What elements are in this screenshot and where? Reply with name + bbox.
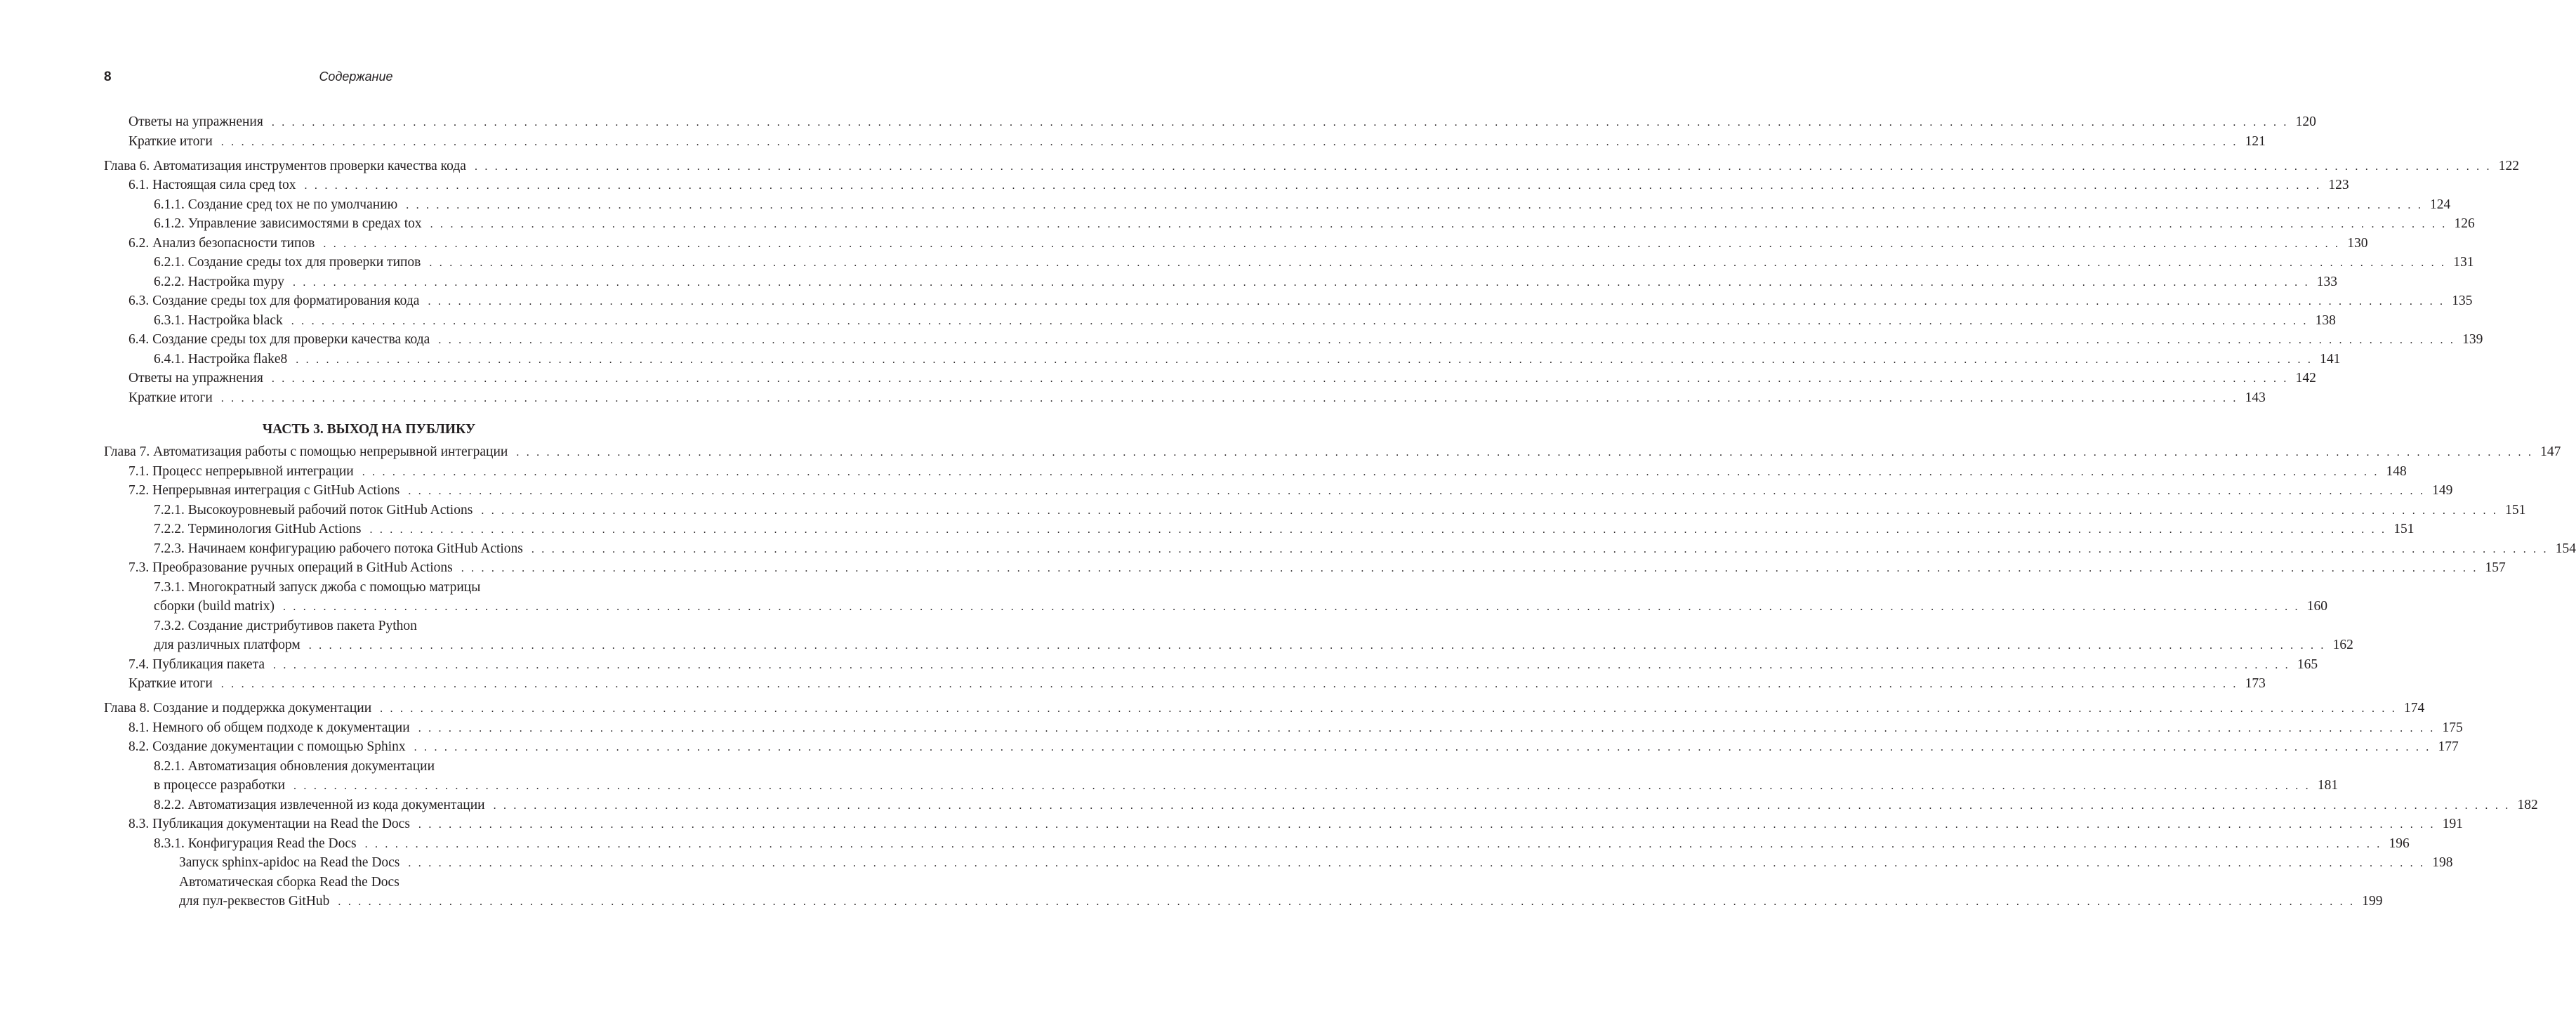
- dot-leader: . . . . . . . . . . . . . . . . . . . . . . . . . . . . . . . . . . . . . . . . . . . . . . . . . . . . . . . . . . . . . . . . . . . . . . . . . . . . . . . . . . . . . . . . . . . . . . . . . . . . . . . . . . . . . . . . . . . . . . . . . . . . . . . . . . . . . . . . . . . . . . . . . . . . . . . . . . . . . . . . . . . . . . . . . . . . . . . . . . . . . . . . . . . . . . . . . . . . . . . .: [380, 703, 2397, 715]
- entry-page-number: 157: [2485, 560, 2506, 575]
- entry-title: 6.1. Настоящая сила сред tox: [128, 178, 296, 192]
- entry-page-number: 196: [2389, 836, 2410, 851]
- entry-page-number: 133: [2316, 274, 2338, 289]
- entry-title: 7.4. Публикация пакета: [128, 657, 265, 672]
- entry-page-number: 175: [2442, 720, 2463, 735]
- toc-entry: [104, 578, 609, 598]
- entry-title: 6.3. Создание среды tox для форматирования кода: [128, 293, 420, 308]
- entry-title: 6.1.2. Управление зависимостями в средах tox: [154, 216, 422, 231]
- toc-entry: [104, 132, 2266, 152]
- toc-entry: [104, 350, 2341, 369]
- dot-leader: . . . . . . . . . . . . . . . . . . . . . . . . . . . . . . . . . . . . . . . . . . . . . . . . . . . . . . . . . . . . . . . . . . . . . . . . . . . . . . . . . . . . . . . . . . . . . . . . . . . . . . . . . . . . . . . . . . . . . . . . . . . . . . . . . . . . . . . . . . . . . . . . . . . . . . . . . . . . . . . . . . . . . . . . . . . . . . . . . . . . . . . . . . . . . . . . . . . . . . . .: [323, 237, 2341, 250]
- toc-entry: [104, 776, 2339, 796]
- toc-entry: [104, 892, 2383, 911]
- dot-leader: . . . . . . . . . . . . . . . . . . . . . . . . . . . . . . . . . . . . . . . . . . . . . . . . . . . . . . . . . . . . . . . . . . . . . . . . . . . . . . . . . . . . . . . . . . . . . . . . . . . . . . . . . . . . . . . . . . . . . . . . . . . . . . . . . . . . . . . . . . . . . . . . . . . . . . . . . . . . . . . . . . . . . . . . . . . . . . . . . . . . . . . . . . . . . . . . . . . . . . . .: [271, 373, 2289, 385]
- entry-title: 8.3.1. Конфигурация Read the Docs: [154, 836, 357, 851]
- entry-page-number: 122: [2498, 158, 2519, 173]
- dot-leader: . . . . . . . . . . . . . . . . . . . . . . . . . . . . . . . . . . . . . . . . . . . . . . . . . . . . . . . . . . . . . . . . . . . . . . . . . . . . . . . . . . . . . . . . . . . . . . . . . . . . . . . . . . . . . . . . . . . . . . . . . . . . . . . . . . . . . . . . . . . . . . . . . . . . . . . . . . . . . . . . . . . . . . . . . . . . . . . . . . . . . . . . . . . . . . . . . . . . . . . .: [430, 218, 2448, 230]
- dot-leader: . . . . . . . . . . . . . . . . . . . . . . . . . . . . . . . . . . . . . . . . . . . . . . . . . . . . . . . . . . . . . . . . . . . . . . . . . . . . . . . . . . . . . . . . . . . . . . . . . . . . . . . . . . . . . . . . . . . . . . . . . . . . . . . . . . . . . . . . . . . . . . . . . . . . . . . . . . . . . . . . . . . . . . . . . . . . . . . . . . . . . . . . . . . . . . . . . . . . . . . .: [408, 485, 2426, 497]
- entry-title: 7.1. Процесс непрерывной интеграции: [128, 463, 354, 479]
- dot-leader: . . . . . . . . . . . . . . . . . . . . . . . . . . . . . . . . . . . . . . . . . . . . . . . . . . . . . . . . . . . . . . . . . . . . . . . . . . . . . . . . . . . . . . . . . . . . . . . . . . . . . . . . . . . . . . . . . . . . . . . . . . . . . . . . . . . . . . . . . . . . . . . . . . . . . . . . . . . . . . . . . . . . . . . . . . . . . . . . . . . . . . . . . . . . . . . . . . . . . . . .: [461, 562, 2478, 574]
- entry-title: 6.1.1. Создание сред tox не по умолчанию: [154, 197, 398, 212]
- toc-entry: [104, 814, 2463, 834]
- entry-title: 6.2.2. Настройка mypy: [154, 274, 284, 289]
- dot-leader: . . . . . . . . . . . . . . . . . . . . . . . . . . . . . . . . . . . . . . . . . . . . . . . . . . . . . . . . . . . . . . . . . . . . . . . . . . . . . . . . . . . . . . . . . . . . . . . . . . . . . . . . . . . . . . . . . . . . . . . . . . . . . . . . . . . . . . . . . . . . . . . . . . . . . . . . . . . . . . . . . . . . . . . . . . . . . . . . . . . . . . . . . . . . . . . . . . . . . . . .: [418, 819, 2436, 831]
- entry-page-number: 130: [2347, 235, 2368, 251]
- entry-page-number: 165: [2297, 657, 2318, 672]
- entry-title: 6.2.1. Создание среды tox для проверки типов: [154, 255, 421, 270]
- toc-entry: [104, 558, 2506, 578]
- toc-entry: [104, 718, 2463, 738]
- toc-entry: [104, 501, 2526, 520]
- toc-entry: [104, 462, 2407, 482]
- entry-page-number: 162: [2332, 638, 2353, 652]
- dot-leader: . . . . . . . . . . . . . . . . . . . . . . . . . . . . . . . . . . . . . . . . . . . . . . . . . . . . . . . . . . . . . . . . . . . . . . . . . . . . . . . . . . . . . . . . . . . . . . . . . . . . . . . . . . . . . . . . . . . . . . . . . . . . . . . . . . . . . . . . . . . . . . . . . . . . . . . . . . . . . . . . . . . . . . . . . . . . . . . . . . . . . . . . . . . . . . . . . . . . . . . .: [292, 276, 2310, 289]
- entry-page-number: 174: [2403, 701, 2425, 715]
- dot-leader: . . . . . . . . . . . . . . . . . . . . . . . . . . . . . . . . . . . . . . . . . . . . . . . . . . . . . . . . . . . . . . . . . . . . . . . . . . . . . . . . . . . . . . . . . . . . . . . . . . . . . . . . . . . . . . . . . . . . . . . . . . . . . . . . . . . . . . . . . . . . . . . . . . . . . . . . . . . . . . . . . . . . . . . . . . . . . . . . . . . . . . . . . . . . . . . . . . . . . . . .: [273, 659, 2290, 671]
- dot-leader: . . . . . . . . . . . . . . . . . . . . . . . . . . . . . . . . . . . . . . . . . . . . . . . . . . . . . . . . . . . . . . . . . . . . . . . . . . . . . . . . . . . . . . . . . . . . . . . . . . . . . . . . . . . . . . . . . . . . . . . . . . . . . . . . . . . . . . . . . . . . . . . . . . . . . . . . . . . . . . . . . . . . . . . . . . . . . . . . . . . . . . . . . . . . . . . . . . . . . . . .: [338, 896, 2356, 908]
- page-number: 8: [104, 70, 112, 84]
- toc-entry: [104, 520, 2415, 539]
- toc-entry: [104, 737, 2459, 757]
- entry-page-number: 154: [2555, 541, 2576, 556]
- entry-title: Ответы на упражнения: [128, 371, 263, 385]
- entry-title: Запуск sphinx-apidoc на Read the Docs: [179, 855, 400, 870]
- entry-title: 7.2. Непрерывная интеграция с GitHub Actions: [128, 483, 400, 498]
- toc-entry: [104, 272, 2338, 292]
- toc-entry: [104, 176, 2349, 195]
- entry-title: 7.3. Преобразование ручных операций в GitHub Actions: [128, 560, 453, 575]
- dot-leader: . . . . . . . . . . . . . . . . . . . . . . . . . . . . . . . . . . . . . . . . . . . . . . . . . . . . . . . . . . . . . . . . . . . . . . . . . . . . . . . . . . . . . . . . . . . . . . . . . . . . . . . . . . . . . . . . . . . . . . . . . . . . . . . . . . . . . . . . . . . . . . . . . . . . . . . . . . . . . . . . . . . . . . . . . . . . . . . . . . . . . . . . . . . . . . . . . . . . . . . .: [481, 504, 2499, 517]
- entry-page-number: 151: [2505, 502, 2526, 517]
- dot-leader: . . . . . . . . . . . . . . . . . . . . . . . . . . . . . . . . . . . . . . . . . . . . . . . . . . . . . . . . . . . . . . . . . . . . . . . . . . . . . . . . . . . . . . . . . . . . . . . . . . . . . . . . . . . . . . . . . . . . . . . . . . . . . . . . . . . . . . . . . . . . . . . . . . . . . . . . . . . . . . . . . . . . . . . . . . . . . . . . . . . . . . . . . . . . . . . . . . . . . . . .: [304, 180, 2322, 192]
- toc-chapter-entry: [104, 157, 2519, 176]
- entry-page-number: 147: [2540, 444, 2561, 459]
- toc-entry: [104, 214, 2475, 234]
- dot-leader: . . . . . . . . . . . . . . . . . . . . . . . . . . . . . . . . . . . . . . . . . . . . . . . . . . . . . . . . . . . . . . . . . . . . . . . . . . . . . . . . . . . . . . . . . . . . . . . . . . . . . . . . . . . . . . . . . . . . . . . . . . . . . . . . . . . . . . . . . . . . . . . . . . . . . . . . . . . . . . . . . . . . . . . . . . . . . . . . . . . . . . . . . . . . . . . . . . . . . . . .: [493, 799, 2511, 812]
- entry-page-number: 149: [2432, 483, 2453, 498]
- entry-title: Глава 6. Автоматизация инструментов проверки качества кода: [104, 158, 466, 173]
- entry-title: 6.3.1. Настройка black: [154, 312, 283, 328]
- entry-page-number: 131: [2453, 255, 2474, 270]
- entry-page-number: 143: [2245, 390, 2266, 405]
- dot-leader: . . . . . . . . . . . . . . . . . . . . . . . . . . . . . . . . . . . . . . . . . . . . . . . . . . . . . . . . . . . . . . . . . . . . . . . . . . . . . . . . . . . . . . . . . . . . . . . . . . . . . . . . . . . . . . . . . . . . . . . . . . . . . . . . . . . . . . . . . . . . . . . . . . . . . . . . . . . . . . . . . . . . . . . . . . . . . . . . . . . . . . . . . . . . . . . . . . . . . . . .: [362, 466, 2379, 478]
- entry-title: Глава 8. Создание и поддержка документации: [104, 701, 372, 715]
- dot-leader: . . . . . . . . . . . . . . . . . . . . . . . . . . . . . . . . . . . . . . . . . . . . . . . . . . . . . . . . . . . . . . . . . . . . . . . . . . . . . . . . . . . . . . . . . . . . . . . . . . . . . . . . . . . . . . . . . . . . . . . . . . . . . . . . . . . . . . . . . . . . . . . . . . . . . . . . . . . . . . . . . . . . . . . . . . . . . . . . . . . . . . . . . . . . . . . . . . . . . . . .: [474, 160, 2492, 173]
- entry-page-number: 120: [2295, 114, 2316, 129]
- entry-page-number: 138: [2315, 312, 2336, 328]
- toc-entry: [104, 873, 609, 892]
- entry-page-number: 139: [2462, 332, 2483, 347]
- dot-leader: . . . . . . . . . . . . . . . . . . . . . . . . . . . . . . . . . . . . . . . . . . . . . . . . . . . . . . . . . . . . . . . . . . . . . . . . . . . . . . . . . . . . . . . . . . . . . . . . . . . . . . . . . . . . . . . . . . . . . . . . . . . . . . . . . . . . . . . . . . . . . . . . . . . . . . . . . . . . . . . . . . . . . . . . . . . . . . . . . . . . . . . . . . . . . . . . . . . . . . . .: [369, 524, 2387, 536]
- entry-page-number: 177: [2438, 739, 2459, 754]
- dot-leader: . . . . . . . . . . . . . . . . . . . . . . . . . . . . . . . . . . . . . . . . . . . . . . . . . . . . . . . . . . . . . . . . . . . . . . . . . . . . . . . . . . . . . . . . . . . . . . . . . . . . . . . . . . . . . . . . . . . . . . . . . . . . . . . . . . . . . . . . . . . . . . . . . . . . . . . . . . . . . . . . . . . . . . . . . . . . . . . . . . . . . . . . . . . . . . . . . . . . . . . .: [414, 741, 2431, 753]
- entry-title: 8.1. Немного об общем подходе к документации: [128, 720, 410, 735]
- entry-title: 8.3. Публикация документации на Read the Docs: [128, 817, 410, 831]
- entry-title: 6.4.1. Настройка flake8: [154, 351, 288, 367]
- dot-leader: . . . . . . . . . . . . . . . . . . . . . . . . . . . . . . . . . . . . . . . . . . . . . . . . . . . . . . . . . . . . . . . . . . . . . . . . . . . . . . . . . . . . . . . . . . . . . . . . . . . . . . . . . . . . . . . . . . . . . . . . . . . . . . . . . . . . . . . . . . . . . . . . . . . . . . . . . . . . . . . . . . . . . . . . . . . . . . . . . . . . . . . . . . . . . . . . . . . . . . . .: [220, 136, 2238, 148]
- entry-title: 7.2.2. Терминология GitHub Actions: [154, 522, 362, 536]
- toc-entry: [104, 195, 2451, 215]
- dot-leader: . . . . . . . . . . . . . . . . . . . . . . . . . . . . . . . . . . . . . . . . . . . . . . . . . . . . . . . . . . . . . . . . . . . . . . . . . . . . . . . . . . . . . . . . . . . . . . . . . . . . . . . . . . . . . . . . . . . . . . . . . . . . . . . . . . . . . . . . . . . . . . . . . . . . . . . . . . . . . . . . . . . . . . . . . . . . . . . . . . . . . . . . . . . . . . . . . . . . . . . .: [291, 315, 2309, 327]
- table-of-contents: [104, 112, 2576, 911]
- entry-page-number: 141: [2320, 351, 2341, 367]
- entry-title: Автоматическая сборка Read the Docs: [179, 874, 399, 890]
- toc-chapter-entry: [104, 699, 2425, 718]
- toc-entry: [104, 655, 2318, 675]
- entry-page-number: 148: [2386, 463, 2407, 479]
- toc-entry: [104, 796, 2538, 815]
- dot-leader: . . . . . . . . . . . . . . . . . . . . . . . . . . . . . . . . . . . . . . . . . . . . . . . . . . . . . . . . . . . . . . . . . . . . . . . . . . . . . . . . . . . . . . . . . . . . . . . . . . . . . . . . . . . . . . . . . . . . . . . . . . . . . . . . . . . . . . . . . . . . . . . . . . . . . . . . . . . . . . . . . . . . . . . . . . . . . . . . . . . . . . . . . . . . . . . . . . . . . . . .: [220, 678, 2238, 690]
- toc-entry: [104, 757, 609, 777]
- running-title: Содержание: [319, 70, 393, 84]
- entry-title: Краткие итоги: [128, 676, 213, 691]
- entry-title: сборки (build matrix): [154, 599, 275, 614]
- entry-title: 8.2. Создание документации с помощью Sphinx: [128, 739, 406, 754]
- toc-entry: [104, 597, 2328, 616]
- entry-page-number: 151: [2393, 522, 2415, 536]
- entry-page-number: 199: [2362, 894, 2383, 909]
- entry-title: 8.2.1. Автоматизация обновления документации: [154, 758, 435, 774]
- dot-leader: . . . . . . . . . . . . . . . . . . . . . . . . . . . . . . . . . . . . . . . . . . . . . . . . . . . . . . . . . . . . . . . . . . . . . . . . . . . . . . . . . . . . . . . . . . . . . . . . . . . . . . . . . . . . . . . . . . . . . . . . . . . . . . . . . . . . . . . . . . . . . . . . . . . . . . . . . . . . . . . . . . . . . . . . . . . . . . . . . . . . . . . . . . . . . . . . . . . . . . . .: [271, 117, 2289, 128]
- toc-entry: [104, 853, 2453, 873]
- entry-page-number: 160: [2306, 599, 2328, 614]
- toc-entry: [104, 388, 2266, 408]
- dot-leader: . . . . . . . . . . . . . . . . . . . . . . . . . . . . . . . . . . . . . . . . . . . . . . . . . . . . . . . . . . . . . . . . . . . . . . . . . . . . . . . . . . . . . . . . . . . . . . . . . . . . . . . . . . . . . . . . . . . . . . . . . . . . . . . . . . . . . . . . . . . . . . . . . . . . . . . . . . . . . . . . . . . . . . . . . . . . . . . . . . . . . . . . . . . . . . . . . . . . . . . .: [516, 447, 2534, 458]
- entry-title: 7.3.2. Создание дистрибутивов пакета Python: [154, 618, 417, 633]
- entry-page-number: 124: [2430, 197, 2451, 212]
- dot-leader: . . . . . . . . . . . . . . . . . . . . . . . . . . . . . . . . . . . . . . . . . . . . . . . . . . . . . . . . . . . . . . . . . . . . . . . . . . . . . . . . . . . . . . . . . . . . . . . . . . . . . . . . . . . . . . . . . . . . . . . . . . . . . . . . . . . . . . . . . . . . . . . . . . . . . . . . . . . . . . . . . . . . . . . . . . . . . . . . . . . . . . . . . . . . . . . . . . . . . . . .: [428, 296, 2445, 308]
- dot-leader: . . . . . . . . . . . . . . . . . . . . . . . . . . . . . . . . . . . . . . . . . . . . . . . . . . . . . . . . . . . . . . . . . . . . . . . . . . . . . . . . . . . . . . . . . . . . . . . . . . . . . . . . . . . . . . . . . . . . . . . . . . . . . . . . . . . . . . . . . . . . . . . . . . . . . . . . . . . . . . . . . . . . . . . . . . . . . . . . . . . . . . . . . . . . . . . . . . . . . . . .: [282, 601, 2300, 613]
- toc-entry: [104, 291, 2473, 311]
- toc-entry: [104, 834, 2410, 854]
- entry-page-number: 135: [2452, 293, 2473, 308]
- entry-title: для различных платформ: [154, 638, 300, 652]
- toc-entry: [104, 234, 2368, 253]
- dot-leader: . . . . . . . . . . . . . . . . . . . . . . . . . . . . . . . . . . . . . . . . . . . . . . . . . . . . . . . . . . . . . . . . . . . . . . . . . . . . . . . . . . . . . . . . . . . . . . . . . . . . . . . . . . . . . . . . . . . . . . . . . . . . . . . . . . . . . . . . . . . . . . . . . . . . . . . . . . . . . . . . . . . . . . . . . . . . . . . . . . . . . . . . . . . . . . . . . . . . . . . .: [308, 640, 2326, 652]
- dot-leader: . . . . . . . . . . . . . . . . . . . . . . . . . . . . . . . . . . . . . . . . . . . . . . . . . . . . . . . . . . . . . . . . . . . . . . . . . . . . . . . . . . . . . . . . . . . . . . . . . . . . . . . . . . . . . . . . . . . . . . . . . . . . . . . . . . . . . . . . . . . . . . . . . . . . . . . . . . . . . . . . . . . . . . . . . . . . . . . . . . . . . . . . . . . . . . . . . . . . . . . .: [296, 353, 2313, 366]
- entry-title: Глава 7. Автоматизация работы с помощью непрерывной интеграции: [104, 444, 508, 459]
- toc-entry: [104, 330, 2483, 350]
- toc-entry: [104, 253, 2474, 272]
- entry-page-number: 123: [2328, 178, 2349, 192]
- entry-title: 6.2. Анализ безопасности типов: [128, 235, 315, 251]
- dot-leader: . . . . . . . . . . . . . . . . . . . . . . . . . . . . . . . . . . . . . . . . . . . . . . . . . . . . . . . . . . . . . . . . . . . . . . . . . . . . . . . . . . . . . . . . . . . . . . . . . . . . . . . . . . . . . . . . . . . . . . . . . . . . . . . . . . . . . . . . . . . . . . . . . . . . . . . . . . . . . . . . . . . . . . . . . . . . . . . . . . . . . . . . . . . . . . . . . . . . . . . .: [531, 543, 2549, 555]
- entry-page-number: 121: [2245, 133, 2266, 149]
- entry-title: 7.2.3. Начинаем конфигурацию рабочего потока GitHub Actions: [154, 541, 523, 556]
- entry-page-number: 173: [2245, 676, 2266, 691]
- part-heading: ЧАСТЬ 3. ВЫХОД НА ПУБЛИКУ: [262, 422, 476, 437]
- dot-leader: . . . . . . . . . . . . . . . . . . . . . . . . . . . . . . . . . . . . . . . . . . . . . . . . . . . . . . . . . . . . . . . . . . . . . . . . . . . . . . . . . . . . . . . . . . . . . . . . . . . . . . . . . . . . . . . . . . . . . . . . . . . . . . . . . . . . . . . . . . . . . . . . . . . . . . . . . . . . . . . . . . . . . . . . . . . . . . . . . . . . . . . . . . . . . . . . . . . . . . . .: [406, 199, 2424, 211]
- entry-title: 7.3.1. Многократный запуск джоба с помощью матрицы: [154, 579, 481, 595]
- toc-entry: [104, 311, 2336, 331]
- toc-entry: [104, 616, 609, 636]
- entry-page-number: 191: [2442, 817, 2463, 831]
- dot-leader: . . . . . . . . . . . . . . . . . . . . . . . . . . . . . . . . . . . . . . . . . . . . . . . . . . . . . . . . . . . . . . . . . . . . . . . . . . . . . . . . . . . . . . . . . . . . . . . . . . . . . . . . . . . . . . . . . . . . . . . . . . . . . . . . . . . . . . . . . . . . . . . . . . . . . . . . . . . . . . . . . . . . . . . . . . . . . . . . . . . . . . . . . . . . . . . . . . . . . . . .: [429, 257, 2447, 269]
- toc-entry: [104, 635, 2353, 655]
- entry-title: 6.4. Создание среды tox для проверки качества кода: [128, 332, 430, 347]
- entry-title: 8.2.2. Автоматизация извлеченной из кода документации: [154, 797, 485, 812]
- toc-entry: [104, 369, 2316, 388]
- toc-chapter-entry: [104, 442, 2561, 462]
- entry-title: в процессе разработки: [154, 778, 286, 793]
- dot-leader: . . . . . . . . . . . . . . . . . . . . . . . . . . . . . . . . . . . . . . . . . . . . . . . . . . . . . . . . . . . . . . . . . . . . . . . . . . . . . . . . . . . . . . . . . . . . . . . . . . . . . . . . . . . . . . . . . . . . . . . . . . . . . . . . . . . . . . . . . . . . . . . . . . . . . . . . . . . . . . . . . . . . . . . . . . . . . . . . . . . . . . . . . . . . . . . . . . . . . . . .: [408, 857, 2426, 869]
- entry-title: для пул-реквестов GitHub: [179, 894, 330, 909]
- entry-page-number: 142: [2295, 371, 2316, 385]
- toc-entry: [104, 674, 2266, 694]
- entry-title: Ответы на упражнения: [128, 114, 263, 129]
- dot-leader: . . . . . . . . . . . . . . . . . . . . . . . . . . . . . . . . . . . . . . . . . . . . . . . . . . . . . . . . . . . . . . . . . . . . . . . . . . . . . . . . . . . . . . . . . . . . . . . . . . . . . . . . . . . . . . . . . . . . . . . . . . . . . . . . . . . . . . . . . . . . . . . . . . . . . . . . . . . . . . . . . . . . . . . . . . . . . . . . . . . . . . . . . . . . . . . . . . . . . . . .: [293, 780, 2311, 792]
- dot-leader: . . . . . . . . . . . . . . . . . . . . . . . . . . . . . . . . . . . . . . . . . . . . . . . . . . . . . . . . . . . . . . . . . . . . . . . . . . . . . . . . . . . . . . . . . . . . . . . . . . . . . . . . . . . . . . . . . . . . . . . . . . . . . . . . . . . . . . . . . . . . . . . . . . . . . . . . . . . . . . . . . . . . . . . . . . . . . . . . . . . . . . . . . . . . . . . . . . . . . . . .: [364, 838, 2382, 850]
- entry-page-number: 181: [2317, 778, 2339, 793]
- dot-leader: . . . . . . . . . . . . . . . . . . . . . . . . . . . . . . . . . . . . . . . . . . . . . . . . . . . . . . . . . . . . . . . . . . . . . . . . . . . . . . . . . . . . . . . . . . . . . . . . . . . . . . . . . . . . . . . . . . . . . . . . . . . . . . . . . . . . . . . . . . . . . . . . . . . . . . . . . . . . . . . . . . . . . . . . . . . . . . . . . . . . . . . . . . . . . . . . . . . . . . . .: [220, 392, 2238, 404]
- entry-title: 7.2.1. Высокоуровневый рабочий поток GitHub Actions: [154, 502, 473, 517]
- entry-title: Краткие итоги: [128, 133, 213, 149]
- toc-entry: [104, 539, 2576, 559]
- entry-page-number: 198: [2432, 855, 2453, 870]
- dot-leader: . . . . . . . . . . . . . . . . . . . . . . . . . . . . . . . . . . . . . . . . . . . . . . . . . . . . . . . . . . . . . . . . . . . . . . . . . . . . . . . . . . . . . . . . . . . . . . . . . . . . . . . . . . . . . . . . . . . . . . . . . . . . . . . . . . . . . . . . . . . . . . . . . . . . . . . . . . . . . . . . . . . . . . . . . . . . . . . . . . . . . . . . . . . . . . . . . . . . . . . .: [438, 334, 2456, 346]
- entry-page-number: 126: [2454, 216, 2475, 231]
- toc-entry: [104, 112, 2316, 132]
- entry-page-number: 182: [2517, 797, 2538, 812]
- toc-entry: [104, 481, 2453, 501]
- entry-title: Краткие итоги: [128, 390, 213, 405]
- dot-leader: . . . . . . . . . . . . . . . . . . . . . . . . . . . . . . . . . . . . . . . . . . . . . . . . . . . . . . . . . . . . . . . . . . . . . . . . . . . . . . . . . . . . . . . . . . . . . . . . . . . . . . . . . . . . . . . . . . . . . . . . . . . . . . . . . . . . . . . . . . . . . . . . . . . . . . . . . . . . . . . . . . . . . . . . . . . . . . . . . . . . . . . . . . . . . . . . . . . . . . . .: [418, 722, 2436, 734]
